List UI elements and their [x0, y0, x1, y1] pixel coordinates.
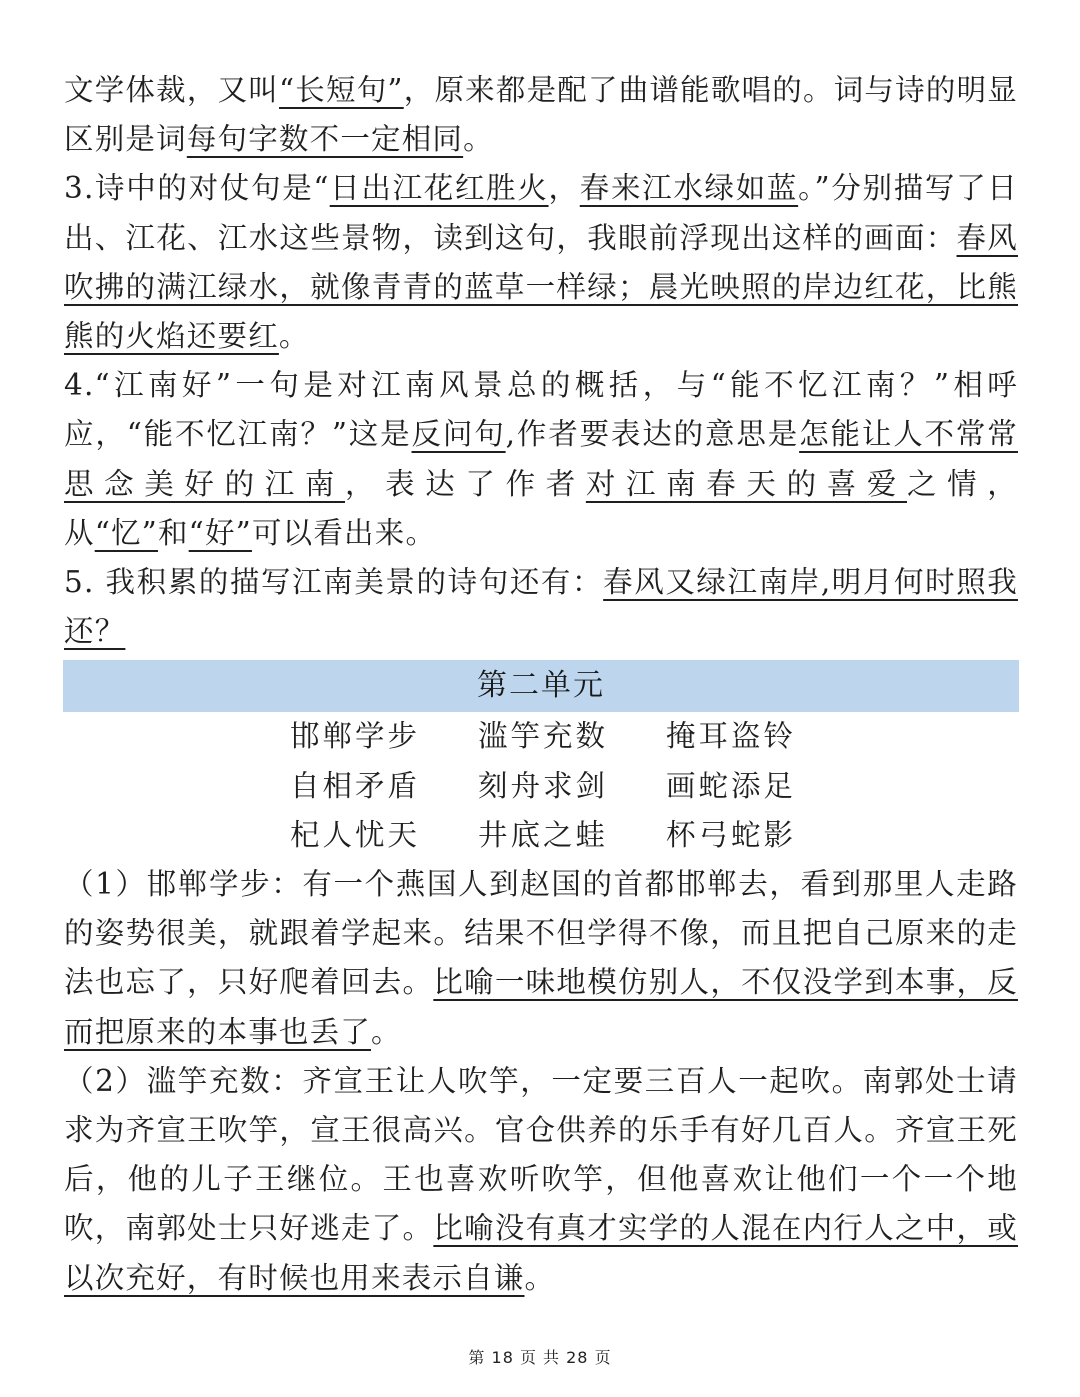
question-5 — [64, 558, 1018, 656]
idiom-row — [64, 712, 1018, 761]
answer-underline: 春来江水绿如蓝 — [579, 171, 799, 206]
paragraph-ci-definition — [64, 66, 1018, 164]
idiom: 掩耳盗铃 — [666, 719, 797, 754]
text: 。 — [371, 1014, 402, 1049]
text: 。”分别描写了日出、江花、江水这些景物，读到这句，我眼前浮现出这样的画面： — [64, 171, 1018, 255]
answer-underline: 怎能让人不常常思念美好的江南 — [64, 417, 1018, 501]
text: ， — [548, 171, 580, 206]
answer-underline: “忆” — [94, 515, 158, 550]
text: ，原来都是配了曲谱能歌唱的。词与诗的明显区别是词 — [64, 73, 1018, 157]
answer-underline: 反问句 — [411, 417, 506, 452]
text: 和 — [157, 515, 189, 550]
answer-underline: 比喻一味地模仿别人，不仅没学到本事，反而把原来的本事也丢了 — [64, 965, 1018, 1049]
idiom: 井底之蛙 — [478, 817, 609, 852]
idiom-explanation-2 — [64, 1057, 1018, 1303]
idiom: 邯郸学步 — [290, 719, 421, 754]
text: 之情，从 — [64, 466, 1018, 550]
question-3 — [64, 164, 1018, 361]
unit-title-band — [63, 660, 1019, 712]
answer-underline: 春风又绿江南岸,明月何时照我还？ — [64, 565, 1018, 649]
answer-underline: 日出江花红胜火 — [329, 171, 549, 206]
text: （1）邯郸学步：有一个燕国人到赵国的首都邯郸去，看到那里人走路的姿势很美，就跟着学起来。结果不但学得不像，而且把自己原来的走法也忘了，只好爬着回去。 — [64, 867, 1018, 1000]
text: 4.“江南好”一句是对江南风景总的概括，与“能不忆江南？”相呼应，“能不忆江南？”这是 — [64, 368, 1018, 452]
idiom: 杞人忧天 — [290, 817, 421, 852]
text: 。 — [278, 319, 310, 354]
answer-underline: “好” — [188, 515, 252, 550]
idiom-row — [64, 811, 1018, 860]
idiom: 滥竽充数 — [478, 719, 609, 754]
text: ，表达了作者 — [345, 466, 586, 501]
idiom-grid — [64, 712, 1018, 860]
page-content — [64, 66, 1018, 1303]
answer-underline: 比喻没有真才实学的人混在内行人之中，或以次充好，有时候也用来表示自谦 — [64, 1211, 1018, 1295]
answer-underline: 对江南春天的喜爱 — [585, 466, 907, 501]
page-number: 第 18 页 共 28 页 — [468, 1348, 612, 1367]
text: 文学体裁，又叫 — [64, 73, 279, 107]
unit-title: 第二单元 — [477, 668, 605, 704]
idiom-explanation-1 — [64, 860, 1018, 1057]
answer-underline: 每句字数不一定相同 — [186, 122, 464, 157]
text: （2）滥竽充数：齐宣王让人吹竽，一定要三百人一起吹。南郭处士请求为齐宣王吹竽，宣王很高兴。官仓供养的乐手有好几百人。齐宣王死后，他的儿子王继位。王也喜欢听吹竽，但他喜欢让他们一个一个地吹，南郭处士只好逃走了。 — [64, 1063, 1018, 1246]
idiom-row — [64, 762, 1018, 811]
text: 5. 我积累的描写江南美景的诗句还有： — [64, 565, 604, 600]
text: 3.诗中的对仗句是“ — [64, 171, 330, 206]
answer-underline: “长短句” — [279, 73, 404, 107]
idiom: 画蛇添足 — [666, 768, 797, 803]
page-number-footer — [0, 1345, 1080, 1368]
idiom: 刻舟求剑 — [478, 768, 609, 803]
idiom: 自相矛盾 — [290, 768, 421, 803]
idiom: 杯弓蛇影 — [666, 817, 797, 852]
text: 可以看出来。 — [251, 515, 437, 550]
question-4 — [64, 361, 1018, 558]
text: 。 — [463, 122, 494, 157]
text: 。 — [524, 1260, 556, 1295]
text: ,作者要表达的意思是 — [505, 417, 800, 452]
answer-underline: 春风吹拂的满江绿水，就像青青的蓝草一样绿；晨光映照的岸边红花，比熊熊的火焰还要红 — [64, 220, 1018, 354]
